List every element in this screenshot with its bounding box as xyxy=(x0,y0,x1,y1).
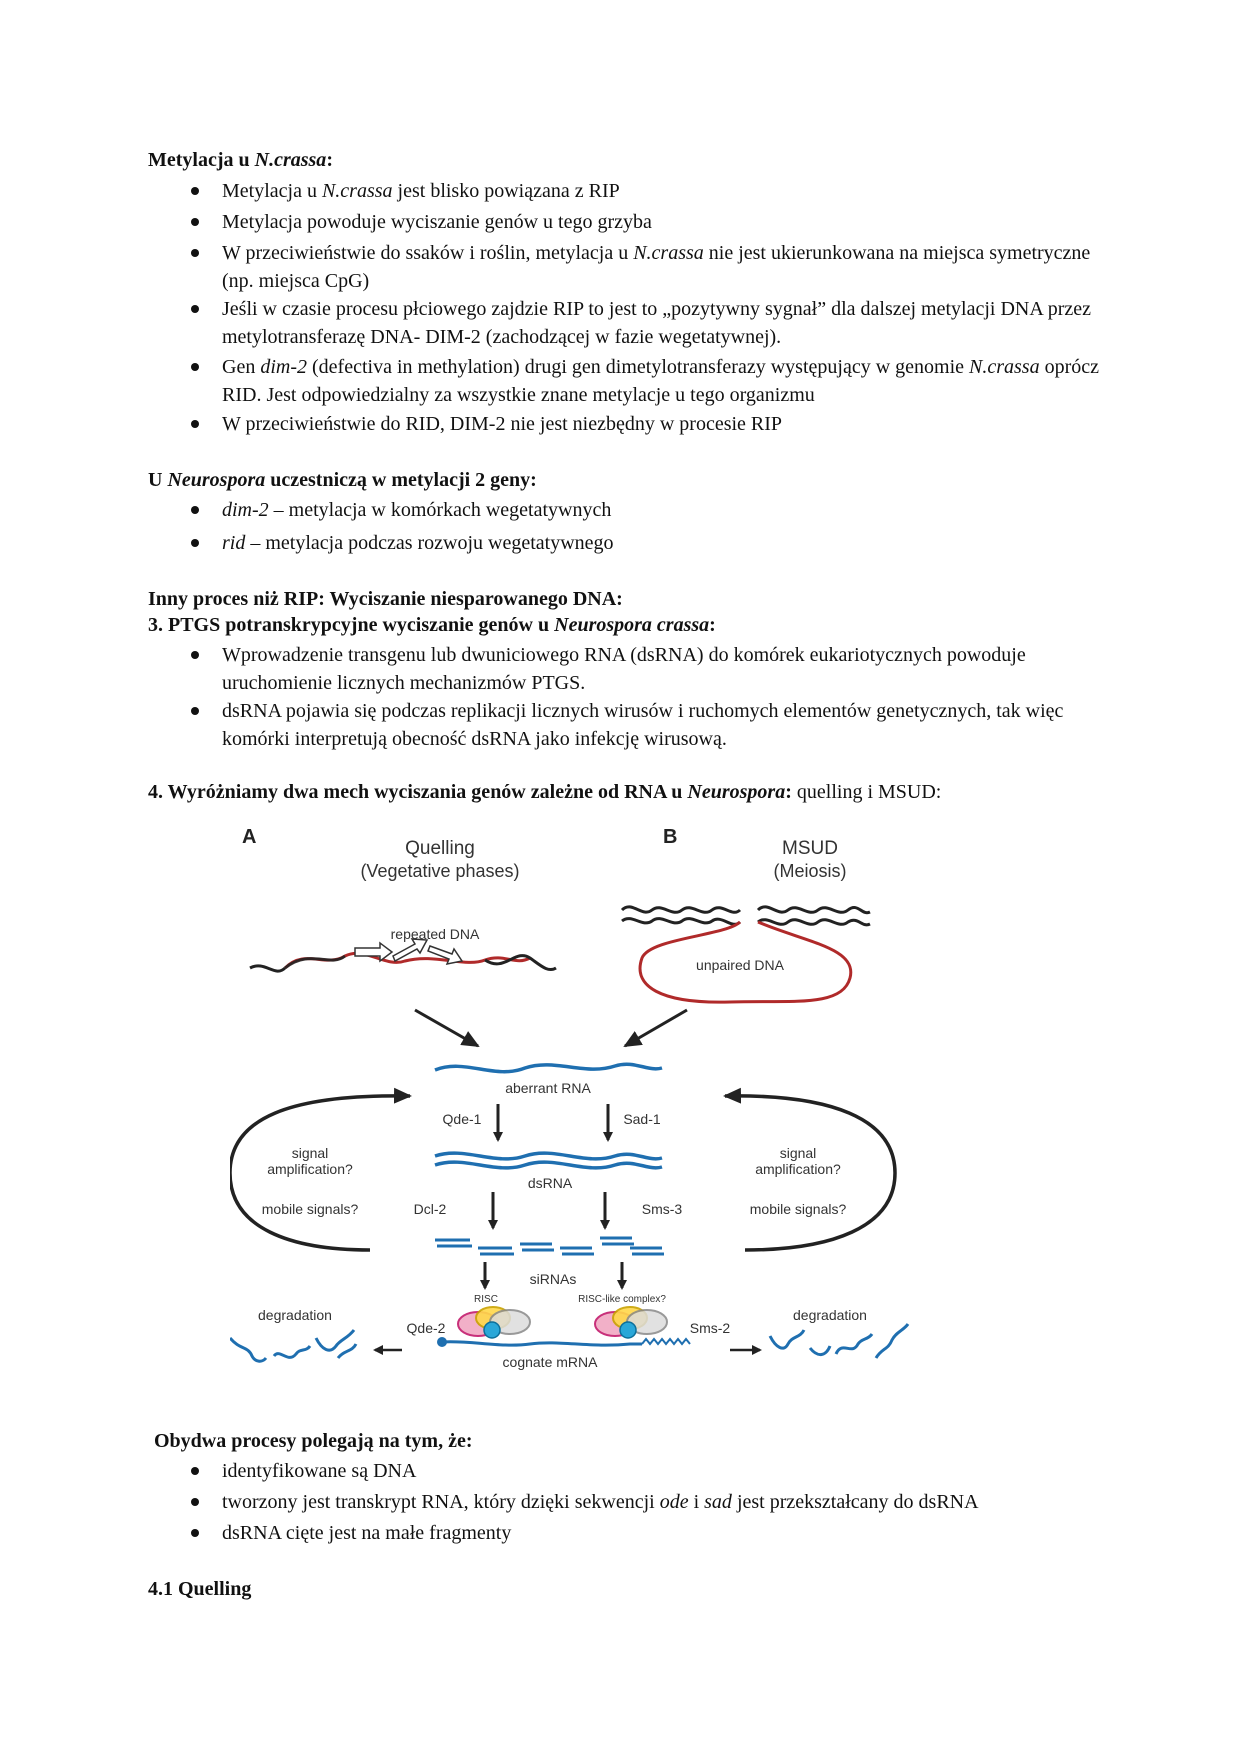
heading-text: 4. Wyróżniamy dwa mech wyciszania genów zależne od RNA u xyxy=(148,781,688,803)
section-heading-ptgs xyxy=(148,612,716,638)
qde2-label: Qde-2 xyxy=(406,1320,446,1336)
item-gene: dim-2 xyxy=(260,356,307,378)
item-text: jest blisko powiązana z RIP xyxy=(392,180,620,202)
rna-fragment xyxy=(274,1346,310,1357)
rna-fragment xyxy=(316,1330,354,1350)
list-item xyxy=(222,208,1122,236)
heading-text: : xyxy=(785,781,792,803)
rna-fragment xyxy=(810,1346,830,1355)
section-heading-mechanisms xyxy=(148,779,941,805)
rna-fragment xyxy=(876,1324,908,1358)
section-heading-common: Obydwa procesy polegają na tym, że: xyxy=(154,1430,473,1452)
item-text: Metylacja u xyxy=(222,180,322,202)
list-item xyxy=(222,1488,1122,1516)
list-item xyxy=(222,1519,1122,1547)
right-mobile-label: mobile signals? xyxy=(749,1201,847,1217)
panel-b-subtitle: (Meiosis) xyxy=(773,861,847,881)
heading-species: Neurospora xyxy=(167,469,266,491)
item-text: W przeciwieństwie do RID, DIM-2 nie jest niezbędny w procesie RIP xyxy=(222,413,783,435)
risc-subunit xyxy=(620,1322,636,1338)
heading-species: Neurospora crassa xyxy=(554,614,710,636)
rna-fragment xyxy=(770,1330,804,1348)
panel-a-letter: A xyxy=(242,826,257,848)
panel-b-letter: B xyxy=(663,826,678,848)
heading-text: Metylacja u xyxy=(148,149,255,171)
item-gene: ode xyxy=(659,1491,689,1513)
item-text: nie jest ukierunkowana na miejsca symetryczne (np. miejsca CpG) xyxy=(222,242,1091,292)
heading-text: quelling i MSUD: xyxy=(791,781,942,803)
risc-complex xyxy=(458,1307,530,1338)
heading-text: 3. PTGS potranskrypcyjne wyciszanie genów u xyxy=(148,614,555,636)
heading-species: N.crassa xyxy=(254,149,327,171)
item-species: N.crassa xyxy=(633,242,704,264)
degraded-rna-left xyxy=(230,1330,356,1361)
item-species: N.crassa xyxy=(969,356,1040,378)
sms2-label: Sms-2 xyxy=(689,1320,731,1336)
paired-dna-bottom xyxy=(622,919,870,925)
item-text: dsRNA pojawia się podczas replikacji licznych wirusów i ruchomych elementów genetycznych, tak więc komórki interpretują obecność dsRNA jako infekcję wirusową. xyxy=(222,700,1064,750)
section-heading-quelling: 4.1 Quelling xyxy=(148,1578,252,1600)
item-text: W przeciwieństwie do ssaków i roślin, metylacja u xyxy=(222,242,634,264)
list-item xyxy=(222,239,1122,295)
item-text: Metylacja powoduje wyciszanie genów u tego grzyba xyxy=(222,211,652,233)
risc-subunit xyxy=(484,1322,500,1338)
item-text: – metylacja w komórkach wegetatywnych xyxy=(268,499,612,521)
cognate-mrna-strand xyxy=(442,1342,642,1345)
arrow-to-aberrant-left xyxy=(415,1010,478,1046)
list-item xyxy=(222,529,1122,557)
list-item xyxy=(222,177,1122,205)
sad1-label: Sad-1 xyxy=(623,1111,661,1127)
list-item xyxy=(222,295,1122,351)
dcl2-label: Dcl-2 xyxy=(413,1201,447,1217)
item-text: – metylacja podczas rozwoju wegetatywnego xyxy=(245,532,614,554)
list-item xyxy=(222,697,1122,753)
heading-text: uczestniczą w metylacji 2 geny: xyxy=(265,469,537,491)
heading-text: : xyxy=(709,614,716,636)
item-gene: dim-2 xyxy=(222,499,269,521)
item-species: N.crassa xyxy=(321,180,393,202)
paired-dna-top xyxy=(622,907,870,913)
section-heading-methylation xyxy=(148,147,333,173)
list-item xyxy=(222,410,1122,438)
aberrant-rna-label: aberrant RNA xyxy=(505,1080,591,1096)
dna-flank-left xyxy=(250,966,285,971)
rna-fragment xyxy=(836,1334,872,1354)
panel-a-subtitle: (Vegetative phases) xyxy=(360,861,520,881)
dsrna-label: dsRNA xyxy=(527,1175,573,1191)
risc-label: RISC xyxy=(474,1294,498,1305)
right-signal-label: signal xyxy=(779,1145,817,1161)
sms3-label: Sms-3 xyxy=(641,1201,683,1217)
left-signal-label: signal xyxy=(291,1145,329,1161)
poly-a-tail xyxy=(642,1339,690,1344)
degraded-rna-right xyxy=(770,1324,908,1358)
section-heading-genes xyxy=(148,467,537,493)
sirnas-label: siRNAs xyxy=(529,1271,577,1287)
list-item xyxy=(222,353,1122,409)
panel-a-title: Quelling xyxy=(405,838,475,859)
item-text: jest przekształcany do dsRNA xyxy=(731,1491,979,1513)
heading-text: U xyxy=(148,469,168,491)
item-text: (defectiva in methylation) drugi gen dimetylotransferazy występujący w genomie xyxy=(307,356,970,378)
heading-species: Neurospora xyxy=(687,781,786,803)
item-gene: rid xyxy=(222,532,246,554)
right-amplification-label: amplification? xyxy=(755,1161,841,1177)
item-text: Gen xyxy=(222,356,261,378)
unpaired-dna-label: unpaired DNA xyxy=(696,957,784,973)
cognate-mrna-label: cognate mRNA xyxy=(502,1354,598,1370)
sirna-fragments xyxy=(435,1238,664,1254)
item-text: Wprowadzenie transgenu lub dwuniciowego RNA (dsRNA) do komórek eukariotycznych powoduje uruchomienie licznych mechanizmów PTGS. xyxy=(222,644,1026,694)
item-text: dsRNA cięte jest na małe fragmenty xyxy=(222,1522,512,1544)
heading-text: : xyxy=(326,149,333,171)
silencing-pathway-figure xyxy=(230,818,1020,1418)
repeated-dna-label: repeated DNA xyxy=(390,926,480,942)
item-text: tworzony jest transkrypt RNA, który dzięki sekwencji xyxy=(222,1491,660,1513)
dsrna-strand-top xyxy=(435,1153,662,1159)
list-item xyxy=(222,496,1122,524)
left-mobile-label: mobile signals? xyxy=(261,1201,359,1217)
left-amplification-label: amplification? xyxy=(267,1161,353,1177)
dsrna-strand-bottom xyxy=(435,1162,662,1168)
arrow-to-aberrant-right xyxy=(625,1010,687,1046)
item-text: Jeśli w czasie procesu płciowego zajdzie RIP to jest to „pozytywny sygnał” dla dalszej metylacji DNA przez metylotransferazę DNA- DIM-2 (zachodzącej w fazie wegetatywnej). xyxy=(222,298,1091,348)
degradation-left-label: degradation xyxy=(258,1307,332,1323)
aberrant-rna-strand xyxy=(435,1064,662,1071)
item-gene: sad xyxy=(704,1491,732,1513)
item-text: identyfikowane są DNA xyxy=(222,1460,417,1482)
rna-fragment xyxy=(338,1344,356,1358)
risc-like-complex xyxy=(595,1307,667,1338)
rna-fragment xyxy=(230,1338,266,1361)
section-heading-unpaired: Inny proces niż RIP: Wyciszanie niesparowanego DNA: xyxy=(148,588,623,610)
qde1-label: Qde-1 xyxy=(442,1111,482,1127)
panel-b-title: MSUD xyxy=(782,838,838,859)
list-item xyxy=(222,1457,1122,1485)
list-item xyxy=(222,641,1122,697)
risc-like-label: RISC-like complex? xyxy=(578,1294,666,1305)
dna-flank-right xyxy=(285,956,345,968)
item-text: oprócz RID. Jest odpowiedzialny za wszystkie znane metylacje u tego organizmu xyxy=(222,356,1100,406)
item-text: i xyxy=(688,1491,705,1513)
degradation-right-label: degradation xyxy=(793,1307,867,1323)
